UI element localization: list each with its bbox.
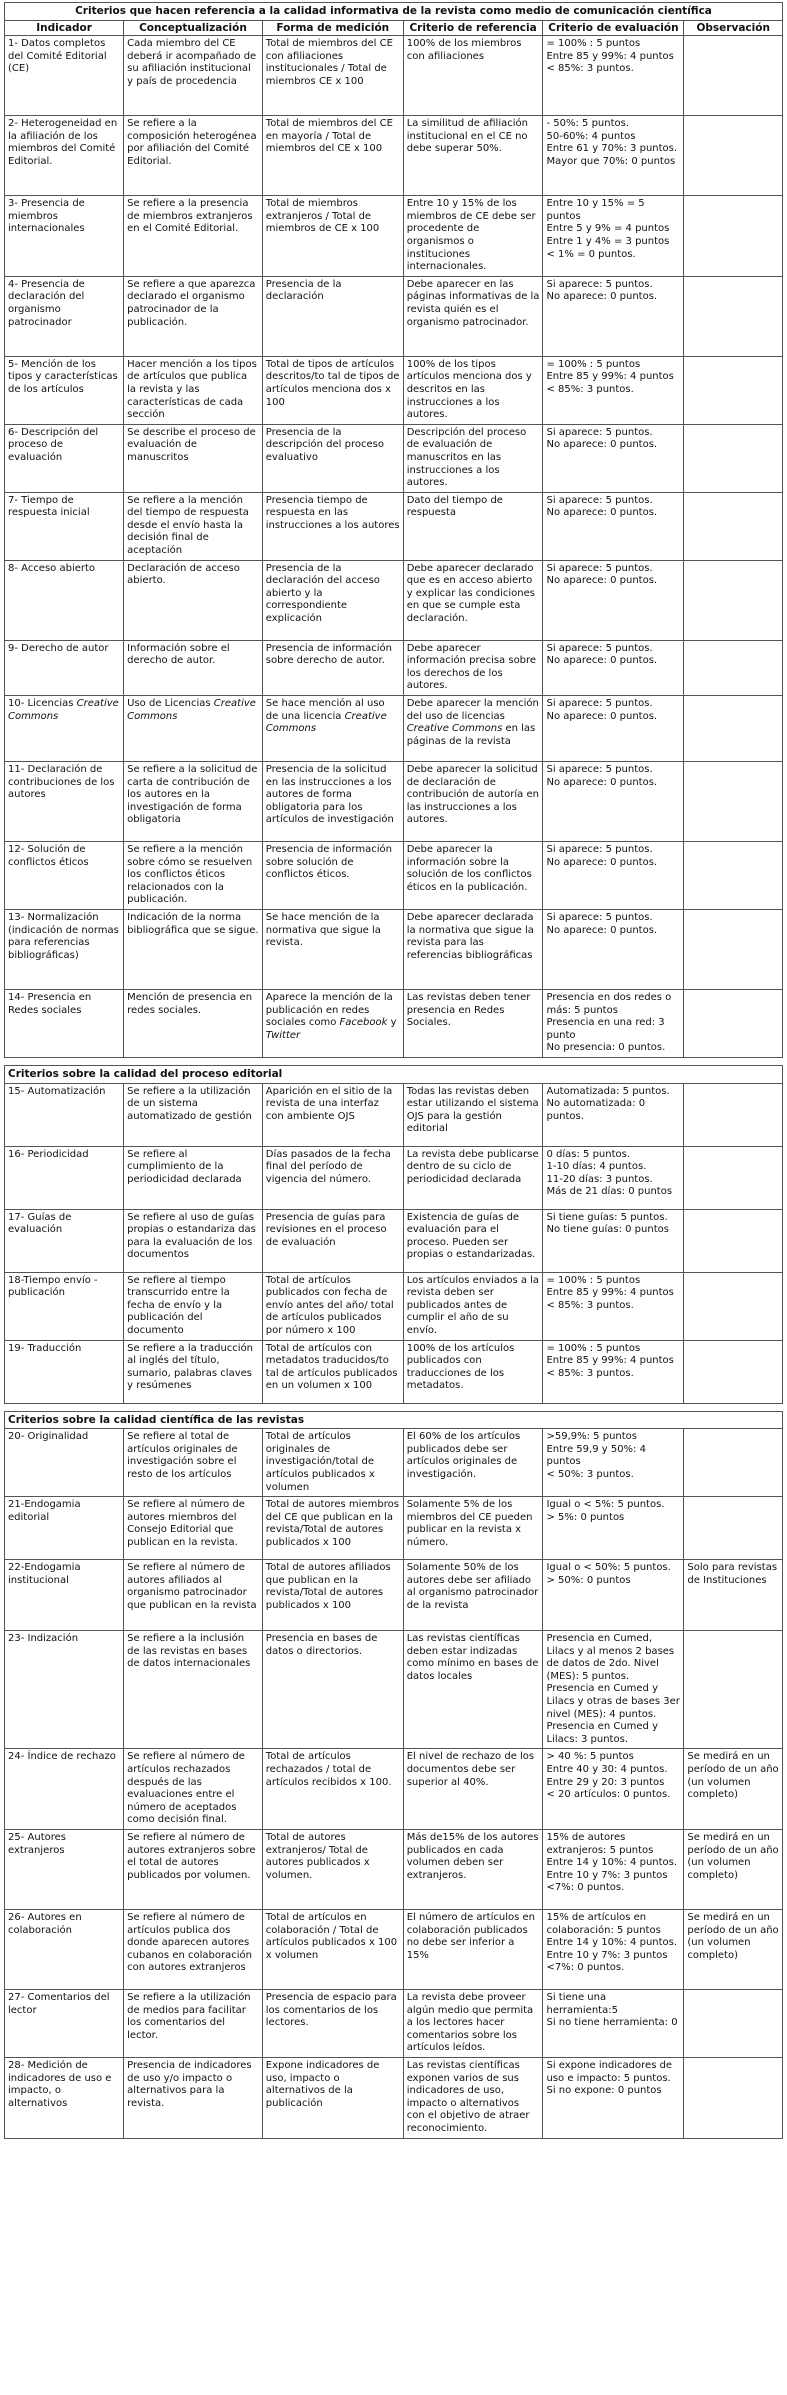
table-row	[5, 492, 783, 560]
table-row	[5, 1631, 783, 1749]
referencia-cell: 100% de los artículos publicados con traducciones de los metadatos.	[403, 1340, 543, 1403]
observacion-cell	[684, 356, 783, 424]
indicador-cell: 26- Autores en colaboración	[5, 1910, 124, 1990]
evaluacion-cell: 15% de artículos en colaboración: 5 puntos Entre 14 y 10%: 4 puntos. Entre 10 y 7%: 3 puntos <7%: 0 puntos.	[543, 1910, 684, 1990]
evaluacion-cell: Si expone indicadores de uso e impacto: 5 puntos. Si no expone: 0 puntos	[543, 2057, 684, 2138]
medicion-cell: Total de artículos publicados con fecha de envío antes del año/ total de artículos publicados por número x 100	[262, 1272, 403, 1340]
observacion-cell	[684, 640, 783, 695]
cell-text: 10- Licencias Creative Commons	[8, 698, 119, 722]
observacion-cell: Solo para revistas de Instituciones	[684, 1560, 783, 1631]
observacion-cell	[684, 1272, 783, 1340]
table-row	[5, 1497, 783, 1560]
medicion-cell: Presencia de información sobre solución de conflictos éticos.	[262, 842, 403, 910]
evaluacion-cell: Entre 10 y 15% = 5 puntos Entre 5 y 9% = 4 puntos Entre 1 y 4% = 3 puntos < 1% = 0 puntos.	[543, 196, 684, 277]
medicion-cell: Presencia de información sobre derecho de autor.	[262, 640, 403, 695]
table-row	[5, 356, 783, 424]
indicador-cell: 28- Medición de indicadores de uso e impacto, o alternativos	[5, 2057, 124, 2138]
section-gap-cell	[5, 1057, 783, 1065]
indicador-cell: 11- Declaración de contribuciones de los autores	[5, 762, 124, 842]
conceptualizacion-cell: Presencia de indicadores de uso y/o impacto o alternativos para la revista.	[124, 2057, 263, 2138]
conceptualizacion-cell: Se refiere a la utilización de medios para facilitar los comentarios del lector.	[124, 1990, 263, 2058]
conceptualizacion-cell: Se refiere a que aparezca declarado el organismo patrocinador de la publicación.	[124, 276, 263, 356]
indicador-cell: 9- Derecho de autor	[5, 640, 124, 695]
observacion-cell	[684, 196, 783, 277]
conceptualizacion-cell: Indicación de la norma bibliográfica que se sigue.	[124, 910, 263, 990]
medicion-cell: Total de miembros extranjeros / Total de miembros de CE x 100	[262, 196, 403, 277]
table-row	[5, 1749, 783, 1830]
medicion-cell	[262, 990, 403, 1058]
section-title-row	[5, 1065, 783, 1083]
evaluacion-cell: Si aparece: 5 puntos. No aparece: 0 puntos.	[543, 842, 684, 910]
header-forma-medicion: Forma de medición	[262, 20, 403, 36]
evaluacion-cell: Automatizada: 5 puntos. No automatizada: 0 puntos.	[543, 1083, 684, 1146]
evaluacion-cell: = 100% : 5 puntos Entre 85 y 99%: 4 puntos < 85%: 3 puntos.	[543, 356, 684, 424]
medicion-cell: Expone indicadores de uso, impacto o alternativos de la publicación	[262, 2057, 403, 2138]
cell-text: Se hace mención al uso de una licencia Creative Commons	[265, 698, 387, 735]
cell-text: Uso de Licencias Creative Commons	[127, 698, 256, 722]
medicion-cell: Total de artículos con metadatos traducidos/to tal de artículos publicados en un volumen x 100	[262, 1340, 403, 1403]
title-row	[5, 3, 783, 21]
observacion-cell	[684, 2057, 783, 2138]
referencia-cell: Descripción del proceso de evaluación de manuscritos en las instrucciones a los autores.	[403, 424, 543, 492]
referencia-cell: Los artículos enviados a la revista deben ser publicados antes de cumplir el año de su envío.	[403, 1272, 543, 1340]
observacion-cell	[684, 1429, 783, 1497]
table-title: Criterios que hacen referencia a la calidad informativa de la revista como medio de comunicación científica	[5, 3, 783, 21]
referencia-cell: Debe aparecer declarado que es en acceso abierto y explicar las condiciones en que se cumple esta declaración.	[403, 560, 543, 640]
observacion-cell	[684, 1146, 783, 1209]
conceptualizacion-cell: Hacer mención a los tipos de artículos que publica la revista y las características de cada sección	[124, 356, 263, 424]
evaluacion-cell: = 100% : 5 puntos Entre 85 y 99%: 4 puntos < 85%: 3 puntos.	[543, 1340, 684, 1403]
table-row	[5, 1560, 783, 1631]
section-gap	[5, 1403, 783, 1411]
indicador-cell: 15- Automatización	[5, 1083, 124, 1146]
table-row	[5, 196, 783, 277]
indicador-cell: 3- Presencia de miembros internacionales	[5, 196, 124, 277]
cell-text: Debe aparecer la mención del uso de licencias Creative Commons en las páginas de la revista	[406, 698, 539, 747]
indicador-cell: 22-Endogamia institucional	[5, 1560, 124, 1631]
conceptualizacion-cell: Declaración de acceso abierto.	[124, 560, 263, 640]
medicion-cell: Total de artículos en colaboración / Total de artículos publicados x 100 x volumen	[262, 1910, 403, 1990]
criteria-table	[4, 2, 783, 2139]
evaluacion-cell: Si aparece: 5 puntos. No aparece: 0 puntos.	[543, 696, 684, 762]
medicion-cell: Presencia de guías para revisiones en el proceso de evaluación	[262, 1209, 403, 1272]
conceptualizacion-cell	[124, 696, 263, 762]
observacion-cell	[684, 1083, 783, 1146]
medicion-cell: Total de artículos originales de investigación/total de artículos publicados x volumen	[262, 1429, 403, 1497]
referencia-cell: Debe aparecer información precisa sobre los derechos de los autores.	[403, 640, 543, 695]
conceptualizacion-cell: Se refiere al número de autores miembros del Consejo Editorial que publican en la revista.	[124, 1497, 263, 1560]
evaluacion-cell: Igual o < 50%: 5 puntos. > 50%: 0 puntos	[543, 1560, 684, 1631]
indicador-cell	[5, 696, 124, 762]
indicador-cell: 24- Índice de rechazo	[5, 1749, 124, 1830]
table-row	[5, 640, 783, 695]
referencia-cell: Todas las revistas deben estar utilizando el sistema OJS para la gestión editorial	[403, 1083, 543, 1146]
referencia-cell: El 60% de los artículos publicados debe ser artículos originales de investigación.	[403, 1429, 543, 1497]
medicion-cell: Presencia de espacio para los comentarios de los lectores.	[262, 1990, 403, 2058]
conceptualizacion-cell: Se refiere al número de artículos rechazados después de las evaluaciones entre el número de aceptados como decisión final.	[124, 1749, 263, 1830]
conceptualizacion-cell: Información sobre el derecho de autor.	[124, 640, 263, 695]
referencia-cell: Más de15% de los autores publicados en cada volumen deben ser extranjeros.	[403, 1830, 543, 1910]
medicion-cell: Presencia de la declaración del acceso abierto y la correspondiente explicación	[262, 560, 403, 640]
evaluacion-cell: >59,9%: 5 puntos Entre 59,9 y 50%: 4 puntos < 50%: 3 puntos.	[543, 1429, 684, 1497]
referencia-cell: Las revistas científicas deben estar indizadas como mínimo en bases de datos locales	[403, 1631, 543, 1749]
observacion-cell	[684, 276, 783, 356]
referencia-cell: Entre 10 y 15% de los miembros de CE debe ser procedente de organismos o instituciones internacionales.	[403, 196, 543, 277]
conceptualizacion-cell: Se refiere al cumplimiento de la periodicidad declarada	[124, 1146, 263, 1209]
evaluacion-cell: Igual o < 5%: 5 puntos. > 5%: 0 puntos	[543, 1497, 684, 1560]
indicador-cell: 6- Descripción del proceso de evaluación	[5, 424, 124, 492]
table-row	[5, 762, 783, 842]
table-row	[5, 1209, 783, 1272]
medicion-cell: Aparición en el sitio de la revista de una interfaz con ambiente OJS	[262, 1083, 403, 1146]
referencia-cell: Debe aparecer la información sobre la solución de los conflictos éticos en la publicación.	[403, 842, 543, 910]
conceptualizacion-cell: Se refiere al tiempo transcurrido entre la fecha de envío y la publicación del documento	[124, 1272, 263, 1340]
referencia-cell: Existencia de guías de evaluación para el proceso. Pueden ser propias o estandarizadas.	[403, 1209, 543, 1272]
medicion-cell: Total de miembros del CE con afiliaciones institucionales / Total de miembros CE x 100	[262, 36, 403, 116]
evaluacion-cell: Presencia en Cumed, Lilacs y al menos 2 bases de datos de 2do. Nivel (MES): 5 puntos. Presencia en Cumed y Lilacs y otras de bases 3er nivel (MES): 4 puntos. Presencia en Cumed y Lilacs: 3 puntos.	[543, 1631, 684, 1749]
observacion-cell	[684, 560, 783, 640]
evaluacion-cell: > 40 %: 5 puntos Entre 40 y 30: 4 puntos. Entre 29 y 20: 3 puntos < 20 artículos: 0 puntos.	[543, 1749, 684, 1830]
table-row	[5, 1146, 783, 1209]
medicion-cell: Total de miembros del CE en mayoría / Total de miembros del CE x 100	[262, 116, 403, 196]
observacion-cell: Se medirá en un período de un año (un volumen completo)	[684, 1749, 783, 1830]
observacion-cell	[684, 424, 783, 492]
referencia-cell: Dato del tiempo de respuesta	[403, 492, 543, 560]
indicador-cell: 5- Mención de los tipos y características de los artículos	[5, 356, 124, 424]
indicador-cell: 25- Autores extranjeros	[5, 1830, 124, 1910]
conceptualizacion-cell: Se refiere a la inclusión de las revistas en bases de datos internacionales	[124, 1631, 263, 1749]
medicion-cell: Total de artículos rechazados / total de artículos recibidos x 100.	[262, 1749, 403, 1830]
conceptualizacion-cell: Se refiere a la mención sobre cómo se resuelven los conflictos éticos relacionados con la publicación.	[124, 842, 263, 910]
observacion-cell: Se medirá en un período de un año (un volumen completo)	[684, 1910, 783, 1990]
section-title: Criterios sobre la calidad del proceso editorial	[5, 1065, 783, 1083]
evaluacion-cell: Si aparece: 5 puntos. No aparece: 0 puntos.	[543, 560, 684, 640]
table-row	[5, 116, 783, 196]
table-row	[5, 842, 783, 910]
header-criterio-referencia: Criterio de referencia	[403, 20, 543, 36]
section-gap-cell	[5, 1403, 783, 1411]
indicador-cell: 13- Normalización (indicación de normas para referencias bibliográficas)	[5, 910, 124, 990]
cell-text: Aparece la mención de la publicación en redes sociales como Facebook y Twitter	[265, 992, 397, 1041]
referencia-cell: Debe aparecer declarada la normativa que sigue la revista para las referencias bibliográficas	[403, 910, 543, 990]
table-row	[5, 1272, 783, 1340]
referencia-cell: Debe aparecer en las páginas informativas de la revista quién es el organismo patrocinador.	[403, 276, 543, 356]
medicion-cell: Presencia en bases de datos o directorios.	[262, 1631, 403, 1749]
indicador-cell: 18-Tiempo envío - publicación	[5, 1272, 124, 1340]
table-row	[5, 1340, 783, 1403]
table-row	[5, 2057, 783, 2138]
observacion-cell	[684, 492, 783, 560]
evaluacion-cell: - 50%: 5 puntos. 50-60%: 4 puntos Entre 61 y 70%: 3 puntos. Mayor que 70%: 0 puntos	[543, 116, 684, 196]
indicador-cell: 2- Heterogeneidad en la afiliación de los miembros del Comité Editorial.	[5, 116, 124, 196]
observacion-cell	[684, 1209, 783, 1272]
table-row	[5, 990, 783, 1058]
referencia-cell: La revista debe proveer algún medio que permita a los lectores hacer comentarios sobre los artículos leídos.	[403, 1990, 543, 2058]
conceptualizacion-cell: Se refiere a la presencia de miembros extranjeros en el Comité Editorial.	[124, 196, 263, 277]
medicion-cell: Presencia de la descripción del proceso evaluativo	[262, 424, 403, 492]
referencia-cell: El número de artículos en colaboración publicados no debe ser inferior a 15%	[403, 1910, 543, 1990]
conceptualizacion-cell: Se refiere al número de autores extranjeros sobre el total de autores publicados por volumen.	[124, 1830, 263, 1910]
indicador-cell: 21-Endogamia editorial	[5, 1497, 124, 1560]
referencia-cell	[403, 696, 543, 762]
conceptualizacion-cell: Se refiere a la solicitud de carta de contribución de los autores en la investigación de forma obligatoria	[124, 762, 263, 842]
conceptualizacion-cell: Se refiere a la utilización de un sistema automatizado de gestión	[124, 1083, 263, 1146]
referencia-cell: El nivel de rechazo de los documentos debe ser superior al 40%.	[403, 1749, 543, 1830]
table-row	[5, 696, 783, 762]
indicador-cell: 19- Traducción	[5, 1340, 124, 1403]
conceptualizacion-cell: Se refiere al número de autores afiliados al organismo patrocinador que publican en la revista	[124, 1560, 263, 1631]
table-row	[5, 1429, 783, 1497]
medicion-cell: Total de autores afiliados que publican en la revista/Total de autores publicados x 100	[262, 1560, 403, 1631]
observacion-cell	[684, 910, 783, 990]
indicador-cell: 20- Originalidad	[5, 1429, 124, 1497]
medicion-cell: Se hace mención de la normativa que sigue la revista.	[262, 910, 403, 990]
conceptualizacion-cell: Se refiere a la mención del tiempo de respuesta desde el envío hasta la decisión final de aceptación	[124, 492, 263, 560]
section-gap	[5, 1057, 783, 1065]
referencia-cell: 100% de los tipos artículos menciona dos y descritos en las instrucciones a los autores.	[403, 356, 543, 424]
referencia-cell: Solamente 5% de los miembros del CE pueden publicar en la revista x número.	[403, 1497, 543, 1560]
table-row	[5, 36, 783, 116]
indicador-cell: 7- Tiempo de respuesta inicial	[5, 492, 124, 560]
observacion-cell	[684, 36, 783, 116]
table-row	[5, 910, 783, 990]
conceptualizacion-cell: Se refiere a la traducción al inglés del título, sumario, palabras claves y resúmenes	[124, 1340, 263, 1403]
table-row	[5, 1910, 783, 1990]
table-row	[5, 1830, 783, 1910]
referencia-cell: Solamente 50% de los autores debe ser afiliado al organismo patrocinador de la revista	[403, 1560, 543, 1631]
medicion-cell: Total de tipos de artículos descritos/to tal de tipos de artículos menciona dos x 100	[262, 356, 403, 424]
observacion-cell: Se medirá en un período de un año (un volumen completo)	[684, 1830, 783, 1910]
evaluacion-cell: 15% de autores extranjeros: 5 puntos Entre 14 y 10%: 4 puntos. Entre 10 y 7%: 3 puntos <7%: 0 puntos.	[543, 1830, 684, 1910]
table-row	[5, 1083, 783, 1146]
conceptualizacion-cell: Se refiere al número de artículos publica dos donde aparecen autores cubanos en colaboración con autores extranjeros	[124, 1910, 263, 1990]
conceptualizacion-cell: Mención de presencia en redes sociales.	[124, 990, 263, 1058]
referencia-cell: La revista debe publicarse dentro de su ciclo de periodicidad declarada	[403, 1146, 543, 1209]
indicador-cell: 16- Periodicidad	[5, 1146, 124, 1209]
medicion-cell: Total de autores extranjeros/ Total de autores publicados x volumen.	[262, 1830, 403, 1910]
indicador-cell: 4- Presencia de declaración del organismo patrocinador	[5, 276, 124, 356]
header-criterio-evaluacion: Criterio de evaluación	[543, 20, 684, 36]
medicion-cell: Presencia tiempo de respuesta en las instrucciones a los autores	[262, 492, 403, 560]
referencia-cell: La similitud de afiliación institucional en el CE no debe superar 50%.	[403, 116, 543, 196]
medicion-cell: Presencia de la solicitud en las instrucciones a los autores de forma obligatoria para los artículos de investigación	[262, 762, 403, 842]
indicador-cell: 23- Indización	[5, 1631, 124, 1749]
observacion-cell	[684, 1497, 783, 1560]
observacion-cell	[684, 1990, 783, 2058]
medicion-cell: Total de autores miembros del CE que publican en la revista/Total de autores publicados x 100	[262, 1497, 403, 1560]
table-row	[5, 276, 783, 356]
evaluacion-cell: Si aparece: 5 puntos. No aparece: 0 puntos.	[543, 492, 684, 560]
medicion-cell: Presencia de la declaración	[262, 276, 403, 356]
evaluacion-cell: Si aparece: 5 puntos. No aparece: 0 puntos.	[543, 910, 684, 990]
header-conceptualizacion: Conceptualización	[124, 20, 263, 36]
evaluacion-cell: Presencia en dos redes o más: 5 puntos Presencia en una red: 3 punto No presencia: 0 puntos.	[543, 990, 684, 1058]
conceptualizacion-cell: Se refiere al uso de guías propias o estandariza das para la evaluación de los documentos	[124, 1209, 263, 1272]
table-row	[5, 424, 783, 492]
observacion-cell	[684, 116, 783, 196]
header-row	[5, 20, 783, 36]
evaluacion-cell: Si tiene guías: 5 puntos. No tiene guías: 0 puntos	[543, 1209, 684, 1272]
observacion-cell	[684, 762, 783, 842]
criteria-document	[4, 2, 783, 2139]
indicador-cell: 17- Guías de evaluación	[5, 1209, 124, 1272]
referencia-cell: Las revistas científicas exponen varios de sus indicadores de uso, impacto o alternativos con el objetivo de atraer reconocimiento.	[403, 2057, 543, 2138]
conceptualizacion-cell: Se refiere a la composición heterogénea por afiliación del Comité Editorial.	[124, 116, 263, 196]
indicador-cell: 1- Datos completos del Comité Editorial (CE)	[5, 36, 124, 116]
medicion-cell: Días pasados de la fecha final del período de vigencia del número.	[262, 1146, 403, 1209]
indicador-cell: 27- Comentarios del lector	[5, 1990, 124, 2058]
evaluacion-cell: = 100% : 5 puntos Entre 85 y 99%: 4 puntos < 85%: 3 puntos.	[543, 1272, 684, 1340]
section-title: Criterios sobre la calidad científica de las revistas	[5, 1411, 783, 1429]
evaluacion-cell: Si aparece: 5 puntos. No aparece: 0 puntos.	[543, 276, 684, 356]
referencia-cell: 100% de los miembros con afiliaciones	[403, 36, 543, 116]
conceptualizacion-cell: Cada miembro del CE deberá ir acompañado de su afiliación institucional y país de procedencia	[124, 36, 263, 116]
evaluacion-cell: Si aparece: 5 puntos. No aparece: 0 puntos.	[543, 640, 684, 695]
evaluacion-cell: = 100% : 5 puntos Entre 85 y 99%: 4 puntos < 85%: 3 puntos.	[543, 36, 684, 116]
section-title-row	[5, 1411, 783, 1429]
evaluacion-cell: 0 días: 5 puntos. 1-10 días: 4 puntos. 11-20 días: 3 puntos. Más de 21 días: 0 puntos	[543, 1146, 684, 1209]
table-row	[5, 1990, 783, 2058]
conceptualizacion-cell: Se refiere al total de artículos originales de investigación sobre el resto de los artículos	[124, 1429, 263, 1497]
header-indicador: Indicador	[5, 20, 124, 36]
table-row	[5, 560, 783, 640]
referencia-cell: Las revistas deben tener presencia en Redes Sociales.	[403, 990, 543, 1058]
header-observacion: Observación	[684, 20, 783, 36]
evaluacion-cell: Si tiene una herramienta:5 Si no tiene herramienta: 0	[543, 1990, 684, 2058]
indicador-cell: 14- Presencia en Redes sociales	[5, 990, 124, 1058]
indicador-cell: 8- Acceso abierto	[5, 560, 124, 640]
observacion-cell	[684, 842, 783, 910]
conceptualizacion-cell: Se describe el proceso de evaluación de manuscritos	[124, 424, 263, 492]
observacion-cell	[684, 696, 783, 762]
evaluacion-cell: Si aparece: 5 puntos. No aparece: 0 puntos.	[543, 424, 684, 492]
referencia-cell: Debe aparecer la solicitud de declaración de contribución de autoría en las instrucciones a los autores.	[403, 762, 543, 842]
observacion-cell	[684, 990, 783, 1058]
observacion-cell	[684, 1340, 783, 1403]
medicion-cell	[262, 696, 403, 762]
indicador-cell: 12- Solución de conflictos éticos	[5, 842, 124, 910]
observacion-cell	[684, 1631, 783, 1749]
evaluacion-cell: Si aparece: 5 puntos. No aparece: 0 puntos.	[543, 762, 684, 842]
